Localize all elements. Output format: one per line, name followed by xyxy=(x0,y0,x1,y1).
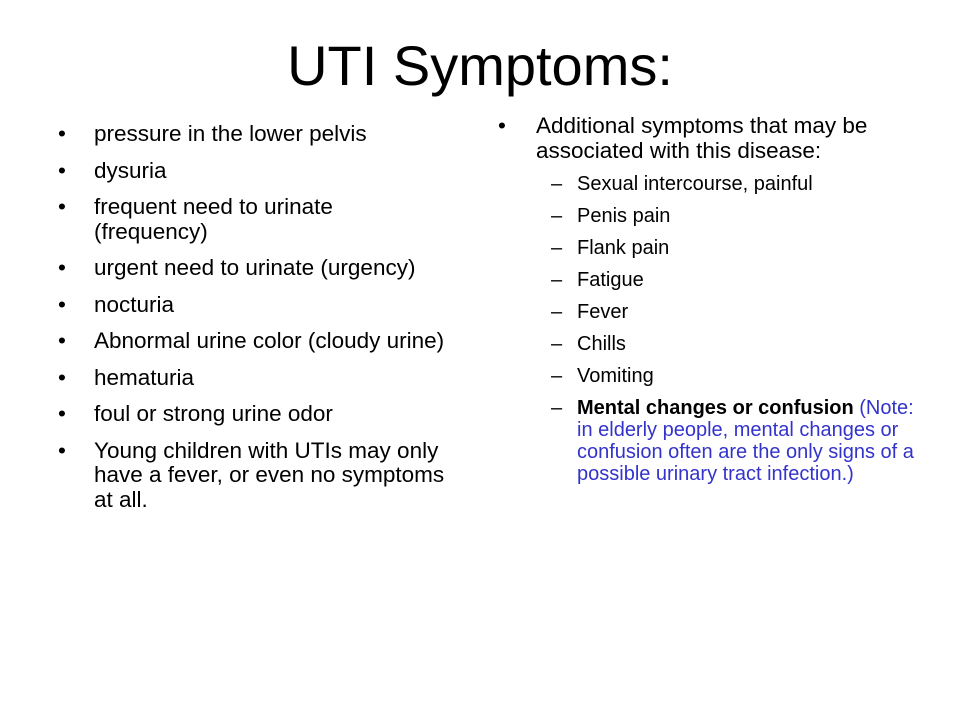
sub-list-item-text: Flank pain xyxy=(577,237,670,259)
bullet-icon: • xyxy=(58,255,66,280)
bullet-icon: • xyxy=(498,113,506,138)
list-item xyxy=(58,402,448,427)
list-item xyxy=(58,329,448,354)
additional-symptoms xyxy=(498,114,918,495)
slide-title: UTI Symptoms: xyxy=(287,34,673,97)
mental-changes-label: Mental changes or confusion xyxy=(577,397,854,419)
dash-icon: – xyxy=(551,173,563,195)
list-item-text: hematuria xyxy=(94,364,195,390)
list-item-text: pressure in the lower pelvis xyxy=(94,121,367,146)
sub-list-item xyxy=(498,205,918,227)
list-item xyxy=(58,366,448,391)
symptom-list xyxy=(58,122,448,524)
dash-icon: – xyxy=(551,301,563,323)
sub-list-item-text: Fever xyxy=(577,301,629,323)
sub-list-item xyxy=(498,173,918,195)
bullet-icon: • xyxy=(58,121,66,146)
dash-icon: – xyxy=(551,269,563,291)
dash-icon: – xyxy=(551,365,563,387)
sub-list-item-text: Fatigue xyxy=(577,269,644,291)
list-item xyxy=(58,439,448,513)
dash-icon: – xyxy=(551,205,563,227)
bullet-icon: • xyxy=(58,328,66,353)
sub-list-item xyxy=(498,365,918,387)
list-item-text: dysuria xyxy=(94,157,167,183)
dash-icon: – xyxy=(551,397,563,419)
list-item-text: frequent need to urinate (frequency) xyxy=(94,194,333,244)
bullet-icon: • xyxy=(58,401,66,426)
elderly-note: (Note: in elderly people, mental changes or confusion often are the only signs of a possible urinary tract infection.) xyxy=(577,397,914,485)
bullet-icon: • xyxy=(58,291,66,317)
list-item-text: Young children with UTIs may only have a fever, or even no symptoms at all. xyxy=(94,437,445,512)
sub-list-item xyxy=(498,333,918,355)
additional-symptoms-intro: Additional symptoms that may be associated with this disease: xyxy=(536,113,868,163)
sub-list-item xyxy=(498,269,918,291)
sub-list-item-mental-changes xyxy=(498,397,918,485)
sub-list-item-text: Penis pain xyxy=(577,205,671,227)
bullet-icon: • xyxy=(58,157,66,183)
bullet-icon: • xyxy=(58,437,66,463)
list-item-text: nocturia xyxy=(94,291,175,317)
dash-icon: – xyxy=(551,333,563,355)
sub-list-item-text: Vomiting xyxy=(577,365,654,387)
bullet-icon: • xyxy=(58,364,66,390)
list-item xyxy=(58,293,448,318)
list-item xyxy=(58,256,448,281)
additional-symptoms-heading xyxy=(498,114,918,163)
list-item-text: urgent need to urinate (urgency) xyxy=(94,255,416,280)
bullet-icon: • xyxy=(58,194,66,219)
additional-symptom-sublist xyxy=(498,173,918,485)
sub-list-item xyxy=(498,301,918,323)
sub-list-item xyxy=(498,237,918,259)
list-item xyxy=(58,122,448,147)
list-item xyxy=(58,195,448,244)
dash-icon: – xyxy=(551,237,563,259)
list-item-text: Abnormal urine color (cloudy urine) xyxy=(94,328,445,353)
sub-list-item-text: Chills xyxy=(577,333,626,355)
list-item-text: foul or strong urine odor xyxy=(94,401,333,426)
list-item xyxy=(58,159,448,184)
sub-list-item-text: Sexual intercourse, painful xyxy=(577,173,813,195)
